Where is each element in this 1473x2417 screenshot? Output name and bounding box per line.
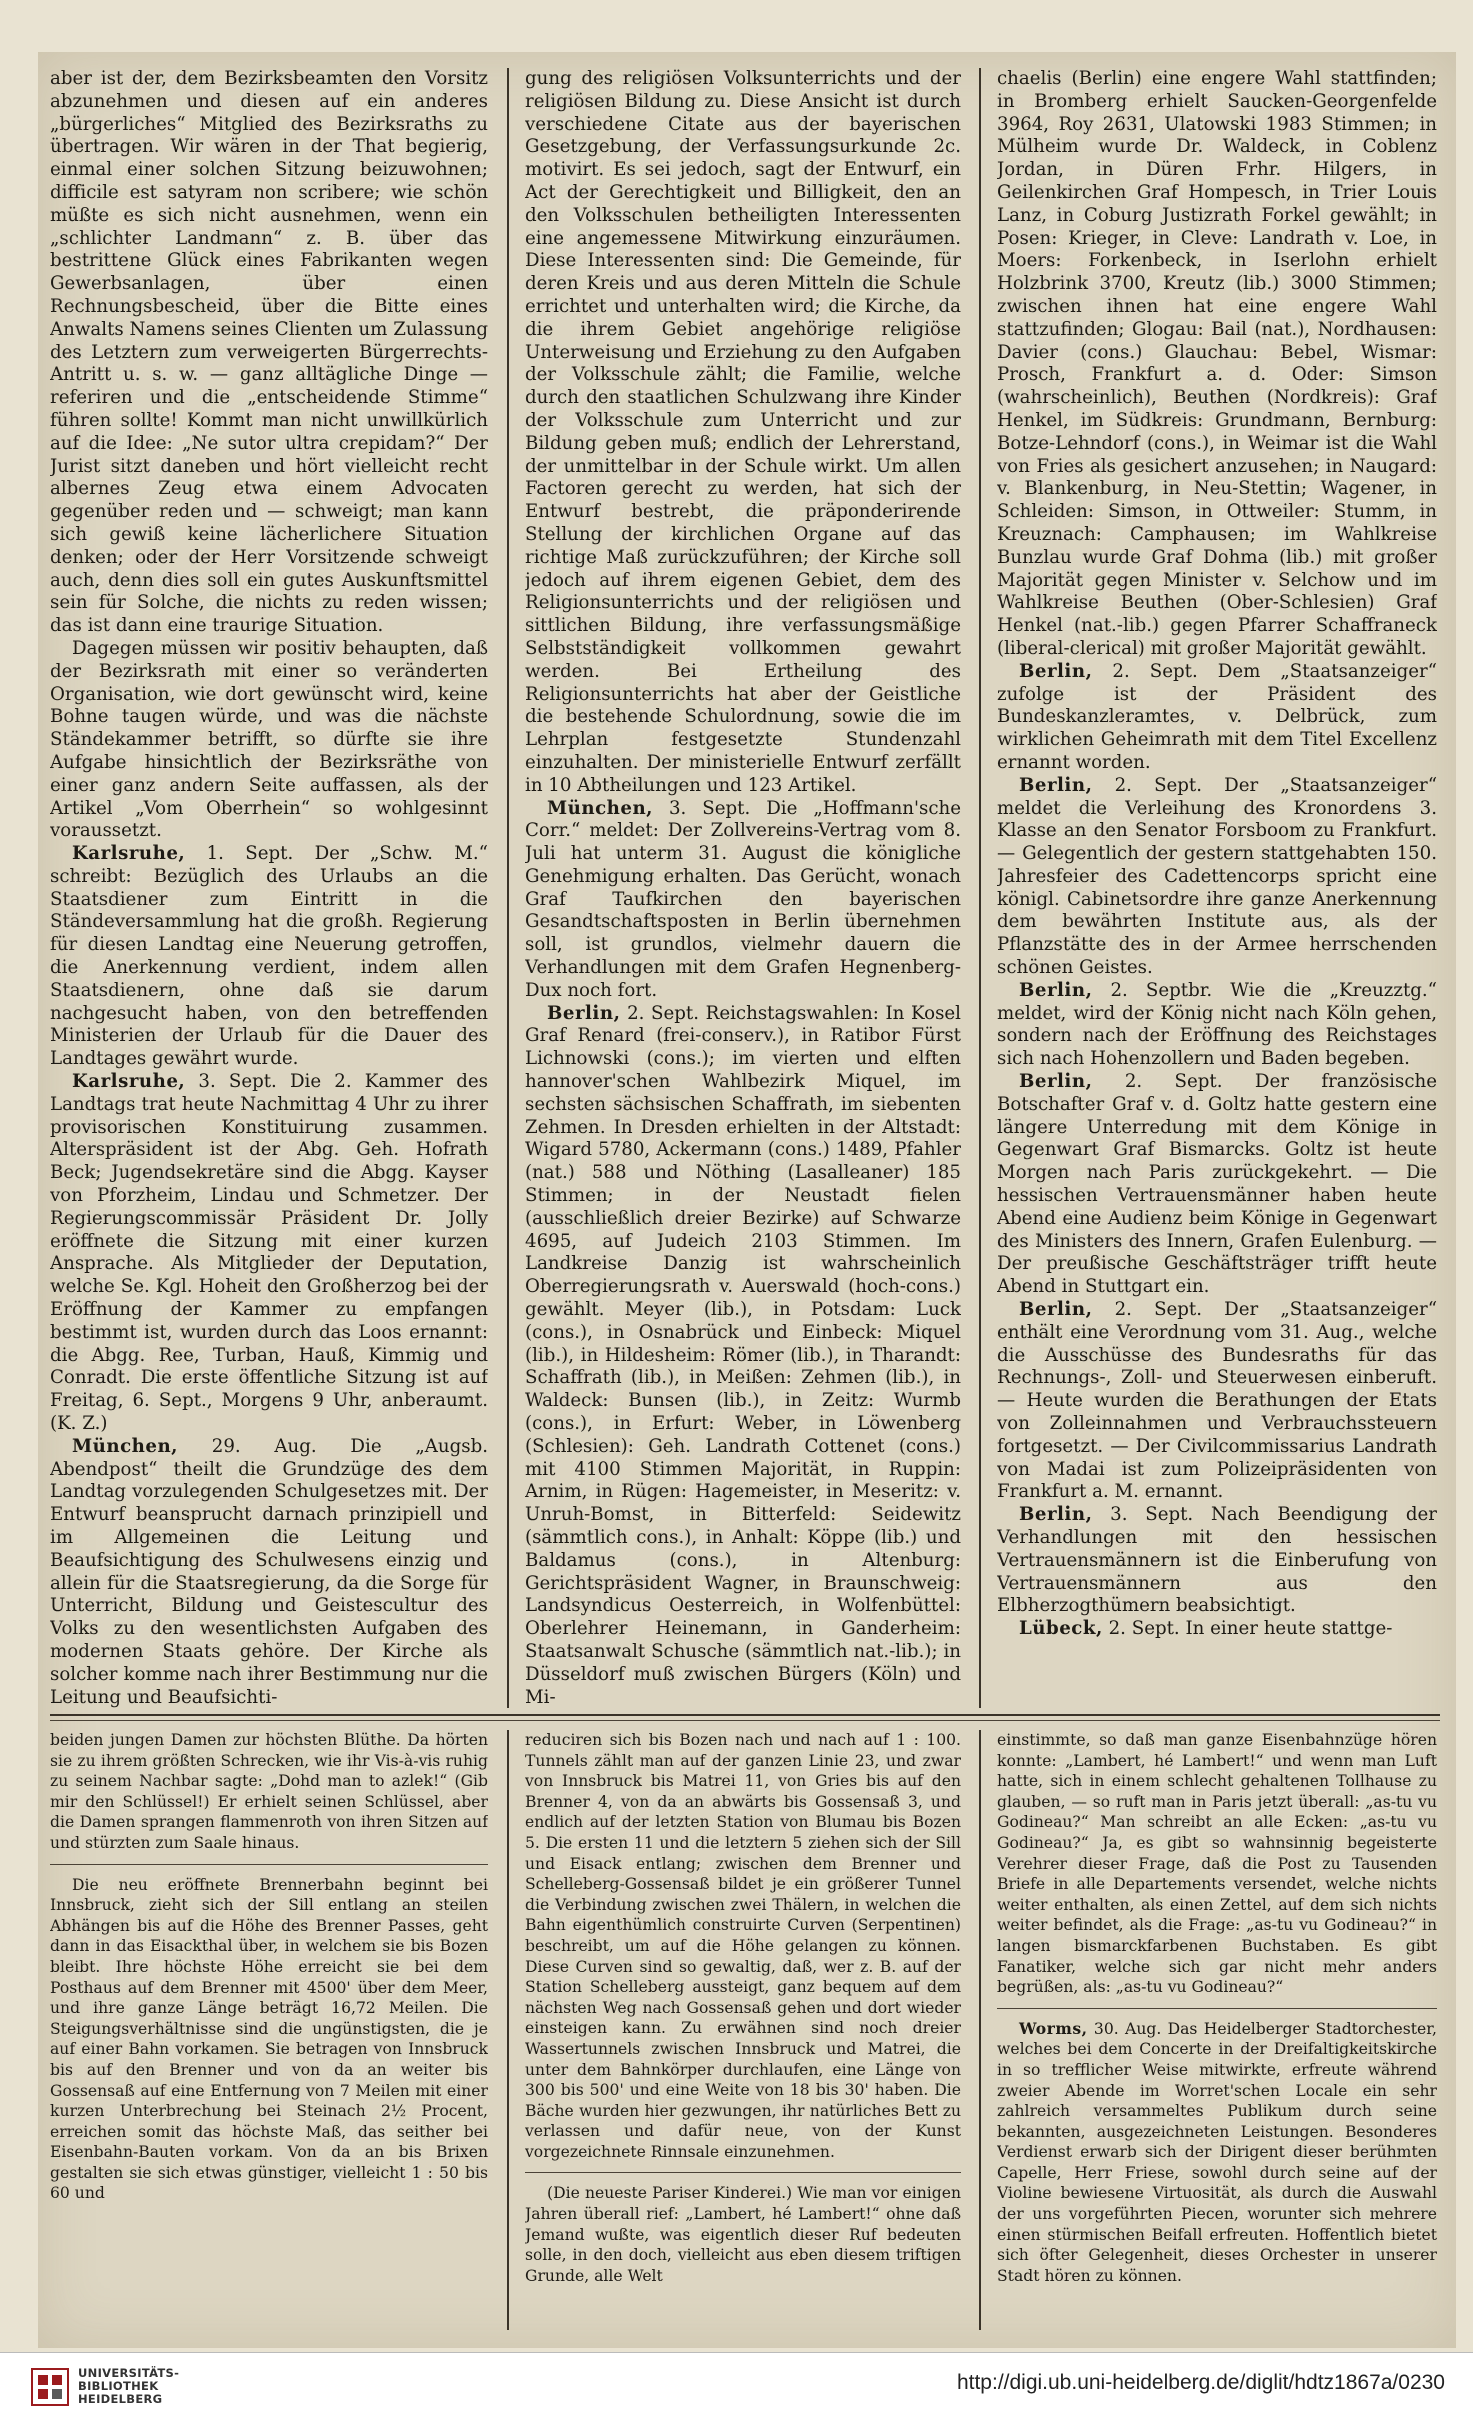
column-divider — [979, 68, 981, 1708]
column-2 — [525, 68, 961, 1718]
col1-paragraph: Dagegen müssen wir positiv behaupten, daß der Bezirksrath mit einer so veränderten Organisation, wie dort gewünscht wird, keine Bohne taugen würde, und was die nächste Ständekammer betrifft, so dürfte sie ihre Aufgabe hinsichtlich der Bezirksräthe von einer ganz andern Seite auffassen, als der Artikel „Vom Oberrhein“ so wohlgesinnt voraussetzt. — [50, 637, 488, 842]
lower-column-1 — [50, 1730, 488, 2340]
col2-paragraph: gung des religiösen Volksunterrichts und der religiösen Bildung zu. Diese Ansicht ist durch verschiedene Citate aus der bayerischen Gesetzgebung, der Verfassungsurkunde 2c. motivirt. Es sei jedoch, sagt der Entwurf, ein Act der Gerechtigkeit und Billigkeit, den an den Volksschulen betheiligten Interessenten eine angemessene Mitwirkung einzuräumen. Diese Interessenten sind: Die Gemeinde, für deren Kreis und aus deren Mitteln die Schule errichtet und unterhalten wird; die Kirche, da die ihrem Gebiet angehörige religiöse Unterweisung und Erziehung zu den Aufgaben der Volksschule zählt; die Familie, welche durch den staatlichen Schulzwang ihre Kinder der Volksschule zum Unterricht und zur Bildung geben muß; endlich der Lehrerstand, der unmittelbar in der Schule wirkt. Um allen Factoren gerecht zu werden, hat sich der Entwurf bestrebt, die präponderirende Stellung der kirchlichen Organe auf das richtige Maß zurückzuführen; der Kirche soll jedoch auf ihrem eigenen Gebiet, dem des Religionsunterrichts und der religiösen und sittlichen Bildung, ihre verfassungsmäßige Selbstständigkeit vollkommen gewahrt werden. Bei Ertheilung des Religionsunterrichts hat aber der Geistliche die bestehende Schulordnung, sowie die im Lehrplan festgesetzte Stundenzahl einzuhalten. Der ministerielle Entwurf zerfällt in 10 Abtheilungen und 123 Artikel. — [525, 68, 961, 796]
dateline: Worms, — [1019, 2018, 1088, 2038]
article-body: 2. Septbr. Wie die „Kreuzztg.“ meldet, wird der König nicht nach Köln gehen, sondern nach der Eröffnung des Reichstages sich nach Hohenzollern und Baden begeben. — [997, 979, 1437, 1070]
library-logo-icon — [30, 2367, 70, 2407]
dateline: Berlin, — [1019, 1504, 1093, 1526]
col3-paragraph: chaelis (Berlin) eine engere Wahl stattfinden; in Bromberg erhielt Saucken-Georgenfelde 3964, Roy 2631, Ulatowski 1983 Stimmen; in Mülheim wurde Dr. Waldeck, in Coblenz Jordan, in Düren Frhr. Hilgers, in Geilenkirchen Graf Hompesch, in Trier Louis Lanz, in Coburg Justizrath Forkel gewählt; in Posen: Krieger, in Cleve: Landrath v. Loe, in Moers: Forkenbeck, in Iserlohn erhielt Holzbrink 3700, Kreutz (lib.) 3000 Stimmen; zwischen ihnen hat eine engere Wahl stattzufinden; Glogau: Bail (nat.), Nordhausen: Davier (cons.) Glauchau: Bebel, Wismar: Prosch, Frankfurt a. d. Oder: Simson (wahrscheinlich), Beuthen (Nordkreis): Graf Henkel, im Südkreis: Grundmann, Bernburg: Botze-Lehndorf (cons.), in Weimar ist die Wahl von Fries als gesichert anzusehen; in Naugard: v. Blankenburg, in Neu-Stettin; Wagener, in Schleiden: Simson, in Ottweiler: Stumm, in Kreuznach: Camphausen; im Wahlkreise Bunzlau wurde Graf Dohma (lib.) mit großer Majorität gegen Minister v. Selchow und im Wahlkreise Beuthen (Ober-Schlesien) Graf Henkel (nat.-lib.) gegen Pfarrer Schaffraneck (liberal-clerical) mit großer Majorität gewählt. — [997, 68, 1437, 659]
article-berlin-7 — [997, 1504, 1437, 1618]
article-body: 30. Aug. Das Heidelberger Stadtorchester, welches bei dem Concerte in der Dreifaltigkeitskirche in so trefflicher Weise mitwirkte, erfreute während zweier Abende im Worret'schen Locale ein sehr zahlreich versammeltes Publikum durch seine bekannten, ausgezeichneten Leistungen. Besonderes Verdienst erwarb sich der Dirigent dieser berühmten Capelle, Herr Friese, sowohl durch seine auf der Violine bewiesene Virtuosität, als durch die Auswahl der uns vorgeführten Piecen, worunter sich mehrere einen stürmischen Beifall erfreuten. Hoffentlich bietet sich öfter Gelegenheit, dieses Orchester in unserer Stadt hören zu können. — [997, 2019, 1437, 2285]
dateline: Lübeck, — [1019, 1618, 1103, 1640]
article-body: 2. Sept. Der „Staatsanzeiger“ meldet die Verleihung des Kronordens 3. Klasse an den Senator Forsboom zu Frankfurt. — Gelegentlich der gestern stattgehabten 150. Jahresfeier des Cadettencorps spricht eine königl. Cabinetsordre ihre ganze Anerkennung dem bewährten Institute aus, als der Pflanzstätte des in der Armee herrschenden schönen Geistes. — [997, 774, 1437, 979]
permalink-url[interactable]: http://digi.ub.uni-heidelberg.de/diglit/hdtz1867a/0230 — [956, 2371, 1445, 2394]
column-3 — [997, 68, 1437, 1718]
dateline: Berlin, — [1019, 1071, 1093, 1093]
article-muenchen-2 — [525, 798, 961, 1003]
article-worms — [997, 2019, 1437, 2287]
article-divider — [50, 1864, 488, 1865]
article-karlsruhe-1 — [50, 843, 488, 1071]
article-berlin-1 — [525, 1003, 961, 1710]
article-muenchen-1 — [50, 1436, 488, 1710]
article-divider — [997, 2008, 1437, 2009]
lower-paragraph: beiden jungen Damen zur höchsten Blüthe. Da hörten sie zu ihrem größten Schrecken, wie ihr Vis-à-vis ruhig zu seinem Nachbar sagte: „Dohd man to azlek!“ (Gib mir den Schlüssel!) Er erhielt seinen Schlüssel, aber die Damen sprangen flammenroth von ihren Sitzen auf und stürzten zum Saale hinaus. — [50, 1731, 488, 1852]
article-berlin-3 — [997, 775, 1437, 980]
dateline: München, — [72, 1435, 179, 1457]
article-berlin-2 — [997, 661, 1437, 775]
article-body: 2. Sept. Dem „Staatsanzeiger“ zufolge ist der Präsident des Bundeskanzleramtes, v. Delbrück, zum wirklichen Geheimrath mit dem Titel Excellenz ernannt worden. — [997, 660, 1437, 773]
library-name-line: BIBLIOTHEK — [78, 2379, 159, 2393]
article-berlin-5 — [997, 1071, 1437, 1299]
lower-column-2 — [525, 1730, 961, 2340]
article-karlsruhe-2 — [50, 1071, 488, 1436]
article-divider — [525, 2172, 961, 2173]
library-name-line: UNIVERSITÄTS- — [78, 2366, 180, 2380]
lower-column-3 — [997, 1730, 1437, 2340]
article-body: 1. Sept. Der „Schw. M.“ schreibt: Bezüglich des Urlaubs an die Staatsdiener zum Eintritt in die Ständeversammlung hat die großh. Regierung für diesen Landtag eine Neuerung getroffen, die Anerkennung verdient, indem allen Staatsdienern, ohne daß sie darum nachgesucht haben, von den betreffenden Ministerien der Urlaub für die Dauer des Landtages gewährt wurde. — [50, 843, 488, 1070]
article-luebeck — [997, 1618, 1437, 1641]
article-body: 2. Sept. In einer heute stattge- — [1108, 1618, 1393, 1640]
article-body: 2. Sept. Der „Staatsanzeiger“ enthält eine Verordnung vom 31. Aug., welche die Ausschüsse des Bundesraths für das Rechnungs-, Zoll- und Steuerwesen einberuft. — Heute wurden die Berathungen der Etats von Zolleinnahmen und Verbrauchssteuern fortgesetzt. — Der Civilcommissarius Landrath von Madai ist zum Polizeipräsidenten von Frankfurt a. M. ernannt. — [997, 1299, 1437, 1503]
dateline: Karlsruhe, — [72, 843, 186, 865]
article-body: 3. Sept. Die „Hoffmann'sche Corr.“ meldet: Der Zollvereins-Vertrag vom 8. Juli hat unterm 31. August die königliche Genehmigung erhalten. Das Gerücht, wonach Graf Taufkirchen den bayerischen Gesandtschaftsposten in Berlin übernehmen soll, ist grundlos, vielmehr dauern die Verhandlungen mit dem Grafen Hegnenberg-Dux noch fort. — [525, 797, 961, 1001]
library-name — [78, 2367, 179, 2406]
column-divider — [979, 1730, 981, 2330]
column-1 — [50, 68, 488, 1718]
col1-paragraph: aber ist der, dem Bezirksbeamten den Vorsitz abzunehmen und diesen auf ein anderes „bürgerliches“ Mitglied des Bezirksraths zu übertragen. Wir wären in der That begierig, einmal einer solchen Sitzung beizuwohnen; difficile est satyram non scribere; wie schön müßte es sich nicht ausnehmen, wenn ein „schlichter Landmann“ z. B. über das bestrittene Glück eines Fabrikanten wegen Gewerbsanlagen, über einen Rechnungsbescheid, über die Bitte eines Anwalts Namens seines Clienten um Zulassung des Letztern zum verweigerten Bürgerrechts-Antritt u. s. w. — ganz alltägliche Dinge — referiren und die „entscheidende Stimme“ führen sollte! Kommt man nicht unwillkürlich auf die Idee: „Ne sutor ultra crepidam?“ Der Jurist sitzt daneben und hört vielleicht recht albernes Zeug etwa einem Advocaten gegenüber reden und — schweigt; man kann sich gewiß keine lächerlichere Situation denken; oder der Herr Vorsitzende schweigt auch, denn dies soll ein gutes Auskunftsmittel sein für Solche, die nichts zu reden wissen; das ist dann eine traurige Situation. — [50, 68, 488, 637]
lower-paragraph: reduciren sich bis Bozen nach und nach auf 1 : 100. Tunnels zählt man auf der ganzen Linie 23, und zwar von Innsbruck bis Matrei 11, von Gries bis auf den Brenner 4, von da an abwärts bis Gossensaß 3, und endlich auf der letzten Station von Blumau bis Bozen 5. Die ersten 11 und die letztern 5 ziehen sich der Sill und Eisack entlang; zwischen dem Brenner und Schelleberg-Gossensaß bildet je ein größerer Tunnel die Verbindung zwischen zwei Thälern, in welchen die Bahn eigenthümlich construirte Curven (Serpentinen) beschreibt, um auf die Höhe gelangen zu können. Diese Curven sind so gewaltig, daß, wer z. B. auf der Station Schelleberg aussteigt, ganz bequem auf dem nächsten Weg nach Gossensaß gehen und dort wieder einsteigen kann. Zu erwähnen sind noch dreier Wassertunnels zwischen Innsbruck und Matrei, die unter dem Bahnkörper durchlaufen, eine Länge von 300 bis 500' und eine Weite von 18 bis 30' haben. Die Bäche wurden hier gezwungen, ihr natürliches Bett zu verlassen und dafür neue, von der Kunst vorgezeichnete Rinnsale einzunehmen. — [525, 1731, 961, 2161]
dateline: Berlin, — [547, 1002, 621, 1024]
article-body: 3. Sept. Nach Beendigung der Verhandlungen mit den hessischen Vertrauensmännern ist die Einberufung von Vertrauensmännern aus den Elbherzogthümern beabsichtigt. — [997, 1504, 1437, 1617]
column-divider — [507, 68, 509, 1708]
lower-paragraph: einstimmte, so daß man ganze Eisenbahnzüge hören konnte: „Lambert, hé Lambert!“ und wenn man Luft hatte, sich in einem schlecht gehaltenen Tollhause zu glauben, — so ruft man in Paris jetzt überall: „as-tu vu Godineau?“ Man schreibt an alle Ecken: „as-tu vu Godineau?“ Ja, es gibt so wahnsinnig begeisterte Verehrer dieser Frage, daß die Post zu Tausenden Briefe in alle Departements versendet, welche nichts weiter enthalten, als einen Zettel, auf dem sich nichts weiter befindet, als die Frage: „as-tu vu Godineau?“ in langen bismarckfarbenen Buchstaben. Es gibt Fanatiker, welche sich gar nicht mehr anders begrüßen, als: „as-tu vu Godineau?“ — [997, 1731, 1437, 1997]
dateline: Berlin, — [1019, 660, 1093, 682]
library-logo[interactable] — [30, 2363, 230, 2411]
lower-paragraph: (Die neueste Pariser Kinderei.) Wie man vor einigen Jahren überall rief: „Lambert, hé Lambert!“ ohne daß Jemand wußte, was eigentlich dieser Ruf bedeuten solle, in den doch, vielleicht aus eben diesem triftigen Grunde, alle Welt — [525, 2184, 961, 2285]
dateline: Berlin, — [1019, 774, 1093, 796]
section-divider — [50, 1714, 1440, 1716]
dateline: Karlsruhe, — [72, 1071, 186, 1093]
library-name-line: HEIDELBERG — [78, 2392, 163, 2406]
dateline: München, — [547, 797, 654, 819]
dateline: Berlin, — [1019, 979, 1093, 1001]
article-body: 3. Sept. Die 2. Kammer des Landtags trat heute Nachmittag 4 Uhr zu ihrer provisorischen Konstituirung zusammen. Alterspräsident ist der Abg. Geh. Hofrath Beck; Jugendsekretäre sind die Abgg. Kayser von Pforzheim, Lindau und Schmetzer. Der Regierungscommissär Präsident Dr. Jolly eröffnete die Sitzung mit einer kurzen Ansprache. Als Mitglieder der Deputation, welche Se. Kgl. Hoheit den Großherzog bei der Eröffnung der Kammer zu empfangen bestimmt ist, wurden durch das Loos ernannt: die Abgg. Ree, Turban, Hauß, Kimmig und Conradt. Die erste öffentliche Sitzung ist auf Freitag, 6. Sept., Morgens 9 Uhr, anberaumt. (K. Z.) — [50, 1071, 488, 1435]
viewer-footer — [0, 2352, 1473, 2417]
lower-paragraph: Die neu eröffnete Brennerbahn beginnt bei Innsbruck, zieht sich der Sill entlang an steilen Abhängen bis auf die Höhe des Brenner Passes, geht dann in das Eisackthal über, in welchem sie bis Bozen bleibt. Ihre höchste Höhe erreicht sie bei dem Posthaus auf dem Brenner mit 4500' über dem Meer, und ihre ganze Länge beträgt 16,72 Meilen. Die Steigungsverhältnisse sind die ungünstigsten, die je auf einer Bahn vorkamen. Sie betragen von Innsbruck bis auf den Brenner und von da an weiter bis Gossensaß auf eine Entfernung von 7 Meilen mit einer kurzen Unterbrechung bei Steinach 2½ Procent, erreichen somit das höchste Maß, das seither bei Eisenbahn-Bauten vorkam. Von da an bis Brixen gestalten sie sich etwas günstiger, vielleicht 1 : 50 bis 60 und — [50, 1875, 488, 2203]
article-berlin-4 — [997, 980, 1437, 1071]
column-divider — [507, 1730, 509, 2330]
section-divider — [50, 1720, 1440, 1721]
article-body: 29. Aug. Die „Augsb. Abendpost“ theilt die Grundzüge des dem Landtag vorzulegenden Schulgesetzes mit. Der Entwurf beansprucht darnach prinzipiell und im Allgemeinen die Leitung und Beaufsichtigung des Schulwesens einzig und allein für die Staatsregierung, da die Sorge für Unterricht, Bildung und Geistescultur des Volks zu den wesentlichsten Aufgaben des modernen Staats gehöre. Der Kirche als solcher komme nach ihrer Bestimmung nur die Leitung und Beaufsichti- — [50, 1435, 488, 1708]
article-berlin-6 — [997, 1299, 1437, 1504]
dateline: Berlin, — [1019, 1299, 1093, 1321]
article-body: 2. Sept. Der französische Botschafter Graf v. d. Goltz hatte gestern eine längere Unterredung mit dem Könige in Gegenwart Graf Bismarcks. Goltz ist heute Morgen nach Paris zurückgekehrt. — Die hessischen Vertrauensmänner haben heute Abend eine Audienz beim Könige in Gegenwart des Ministers des Innern, Grafen Eulenburg. — Der preußische Geschäftsträger trifft heute Abend in Stuttgart ein. — [997, 1071, 1437, 1298]
article-body: 2. Sept. Reichstagswahlen: In Kosel Graf Renard (frei-conserv.), in Ratibor Fürst Lichnowski (cons.); im vierten und elften hannover'schen Wahlbezirk Miquel, im sechsten sächsischen Schaffrath, im siebenten Zehmen. In Dresden erhielten in der Altstadt: Wigard 5780, Ackermann (cons.) 1489, Pfahler (nat.) 588 und Nöthing (Lasalleaner) 185 Stimmen; in der Neustadt fielen (ausschließlich dreier Bezirke) auf Schwarze 4695, auf Judeich 2103 Stimmen. Im Landkreise Danzig ist wahrscheinlich Oberregierungsrath v. Auerswald (hoch-cons.) gewählt. Meyer (lib.), in Potsdam: Luck (cons.), in Osnabrück und Einbeck: Miquel (lib.), in Hildesheim: Römer (lib.), in Tharandt: Schaffrath (lib.), in Meißen: Zehmen (lib.), in Waldeck: Bunsen (lib.), in Zeitz: Wurmb (cons.), in Erfurt: Weber, in Löwenberg (Schlesien): Geh. Landrath Cottenet (cons.) mit 4100 Stimmen Majorität, in Ruppin: Arnim, in Rügen: Hagemeister, in Meseritz: v. Unruh-Bomst, in Bitterfeld: Seidewitz (sämmtlich cons.), in Anhalt: Köppe (lib.) und Baldamus (cons.), in Altenburg: Gerichtspräsident Wagner, in Braunschweig: Landsyndicus Oesterreich, in Wolfenbüttel: Oberlehrer Heinemann, in Ganderheim: Staatsanwalt Schusche (sämmtlich nat.-lib.); in Düsseldorf muß zwischen Bürgers (Köln) und Mi- — [525, 1002, 961, 1708]
